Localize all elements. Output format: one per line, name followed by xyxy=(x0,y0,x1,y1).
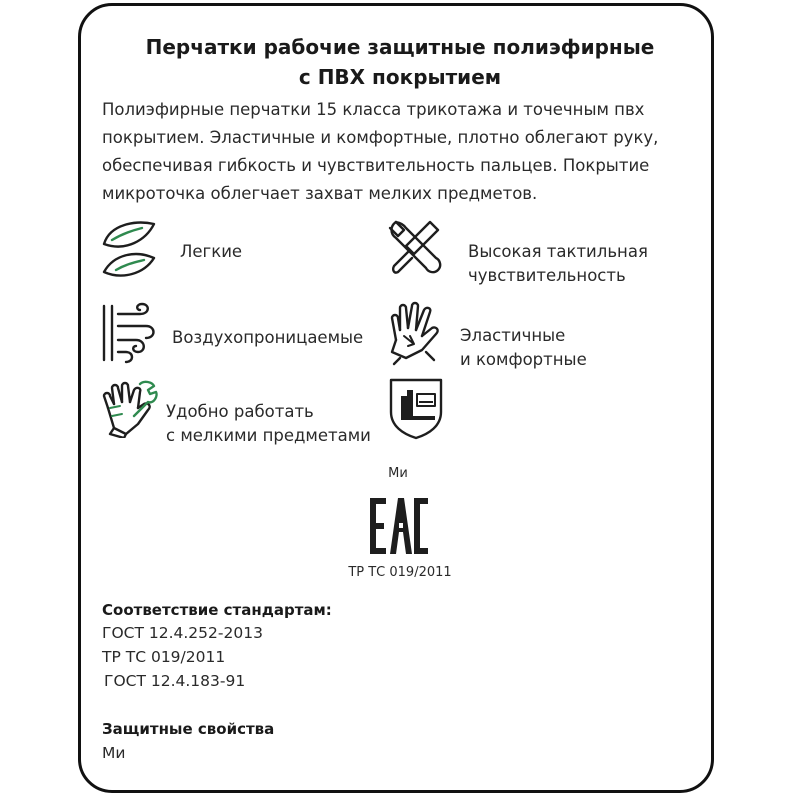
eac-standard-label: ТР ТС 019/2011 xyxy=(348,565,452,580)
page-title xyxy=(0,32,800,92)
standard-item: ГОСТ 12.4.252-2013 xyxy=(102,624,263,642)
shield-hammer-icon xyxy=(387,376,445,440)
description-line: Полиэфирные перчатки 15 класса трикотажа и точечным пвх xyxy=(102,100,645,119)
title-line-1: Перчатки рабочие защитные полиэфирные xyxy=(145,35,655,59)
feature-handy-line: Удобно работать xyxy=(166,402,314,421)
standard-item: ТР ТС 019/2011 xyxy=(102,648,226,666)
feature-elastic-label xyxy=(460,324,587,372)
feature-tactile-line: Высокая тактильная xyxy=(468,242,648,261)
protective-heading: Защитные свойства xyxy=(102,720,275,738)
leaves-icon xyxy=(100,218,158,280)
feature-elastic-line: Эластичные xyxy=(460,326,566,345)
protective-value: Ми xyxy=(102,744,126,762)
glove-wrench-icon xyxy=(100,378,160,438)
feature-tactile-label xyxy=(468,240,648,288)
feature-breathable-label: Воздухопроницаемые xyxy=(172,328,364,347)
feature-elastic-line: и комфортные xyxy=(460,350,587,369)
description-line: покрытием. Эластичные и комфортные, плотно облегают руку, xyxy=(102,128,659,147)
feature-handy-line: с мелкими предметами xyxy=(166,426,371,445)
wind-icon xyxy=(100,302,156,364)
feature-handy-label xyxy=(166,400,371,448)
description xyxy=(102,96,702,208)
tools-icon xyxy=(386,218,444,278)
standard-item: ГОСТ 12.4.183-91 xyxy=(104,672,246,690)
standards-heading: Соответствие стандартам: xyxy=(102,601,332,619)
description-line: микроточка облегчает захват мелких предметов. xyxy=(102,184,538,203)
eac-mark xyxy=(368,496,430,556)
title-line-2: с ПВХ покрытием xyxy=(298,65,502,89)
feature-tactile-line: чувствительность xyxy=(468,266,626,285)
protection-code: Ми xyxy=(388,466,408,481)
hand-stretch-icon xyxy=(386,300,442,366)
feature-light-label: Легкие xyxy=(180,242,243,261)
description-line: обеспечивая гибкость и чувствительность пальцев. Покрытие xyxy=(102,156,650,175)
